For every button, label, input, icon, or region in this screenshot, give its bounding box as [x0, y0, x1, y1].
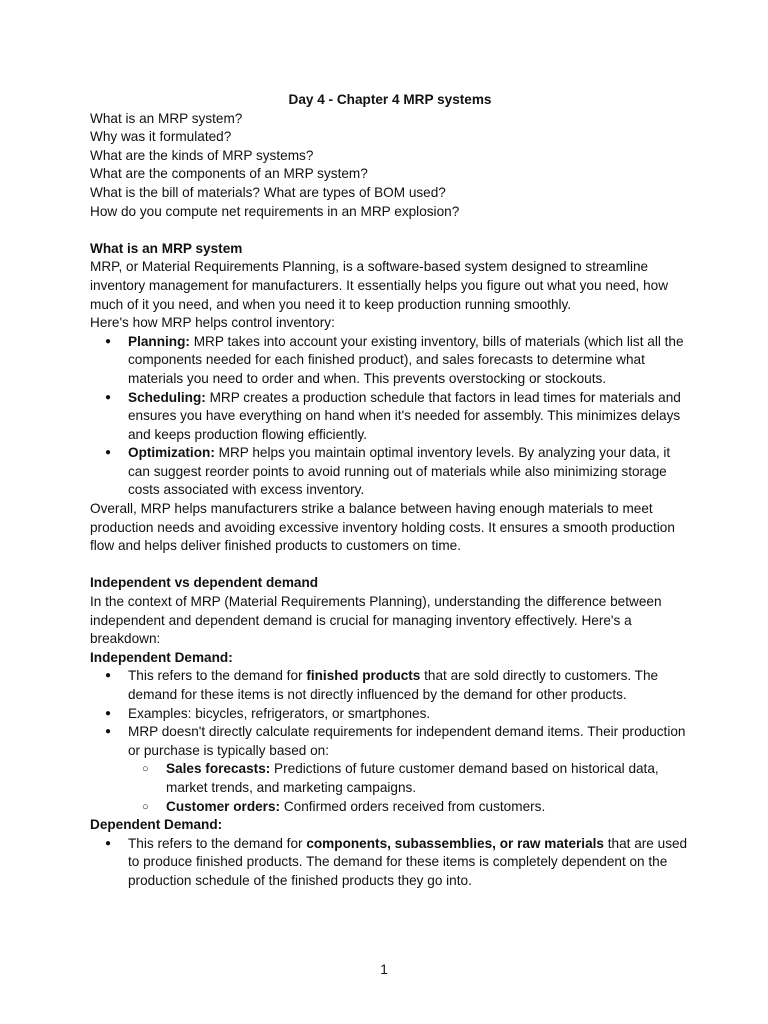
paragraph-mrp-summary: Overall, MRP helps manufacturers strike a balance between having enough materials to meet production needs and avoiding excessive inventory holding costs. It ensures a smooth production flow and helps deliver finished products to customers on time.	[90, 501, 675, 554]
list-item	[90, 835, 690, 891]
bullet-text: MRP takes into account your existing inventory, bills of materials (which list all the components needed for each finished product), and sales forecasts to determine what materials you need to order and when. This prevents overstocking or stockouts.	[128, 333, 684, 386]
document-body	[90, 91, 690, 891]
question: Why was it formulated?	[90, 129, 232, 145]
bullet-bold: components, subassemblies, or raw materials	[306, 835, 604, 851]
bullet-text: Confirmed orders received from customers.	[280, 798, 546, 814]
list-item	[90, 444, 690, 500]
bullet-label: Sales forecasts:	[166, 761, 271, 777]
bullet-text: MRP doesn't directly calculate requirements for independent demand items. Their production or purchase is typically based on:	[128, 724, 686, 758]
spacer	[90, 221, 690, 240]
question: What are the kinds of MRP systems?	[90, 147, 314, 163]
bullet-text: MRP helps you maintain optimal inventory levels. By analyzing your data, it can suggest reorder points to avoid running out of materials while also minimizing storage costs associated with excess inventory.	[128, 445, 671, 498]
paragraph-mrp-lead: Here's how MRP helps control inventory:	[90, 315, 335, 331]
question: What is an MRP system?	[90, 110, 243, 126]
list-item	[90, 389, 690, 445]
list-item	[90, 667, 690, 704]
sub-bullet-list	[90, 760, 690, 816]
bullet-text: that are used to produce finished products. The demand for these items is completely dependent on the production schedule of the finished products they go into.	[128, 835, 688, 888]
bullet-list-independent	[90, 667, 690, 816]
bullet-label: Scheduling:	[128, 389, 206, 405]
paragraph-demand-intro: In the context of MRP (Material Requirements Planning), understanding the difference between independent and dependent demand is crucial for managing inventory effectively. Here's a breakdown:	[90, 594, 662, 647]
bullet-list-dependent	[90, 835, 690, 891]
list-item	[90, 723, 690, 816]
section-heading-mrp: What is an MRP system	[90, 240, 243, 256]
bullet-text: Predictions of future customer demand based on historical data, market trends, and marketing campaigns.	[166, 761, 659, 795]
question: What is the bill of materials? What are types of BOM used?	[90, 184, 446, 200]
sub-list-item	[90, 798, 690, 817]
bullet-text: This refers to the demand for	[128, 668, 307, 684]
bullet-bold: finished products	[306, 668, 421, 684]
bullet-label: Planning:	[128, 333, 190, 349]
subheading-independent-demand: Independent Demand:	[90, 649, 233, 665]
page-number: 1	[380, 962, 388, 977]
paragraph-mrp-intro: MRP, or Material Requirements Planning, is a software-based system designed to streamline inventory management for manufacturers. It essentially helps you figure out what you need, how much of it you need, and when you need it to keep production running smoothly.	[90, 259, 669, 312]
bullet-text: This refers to the demand for	[128, 835, 307, 851]
question: How do you compute net requirements in an MRP explosion?	[90, 203, 460, 219]
list-item	[90, 333, 690, 389]
bullet-text: that are sold directly to customers. The demand for these items is not directly influenced by the demand for other products.	[128, 668, 659, 702]
question-list	[90, 110, 690, 222]
bullet-text: MRP creates a production schedule that factors in lead times for materials and ensures you have everything on hand when it's needed for assembly. This minimizes delays and keeps production flowing efficiently.	[128, 389, 681, 442]
spacer	[90, 556, 690, 575]
document-title: Day 4 - Chapter 4 MRP systems	[288, 92, 492, 107]
bullet-label: Customer orders:	[166, 798, 281, 814]
bullet-list-mrp	[90, 333, 690, 500]
list-item: ● Examples: bicycles, refrigerators, or smartphones.	[90, 705, 690, 724]
section-heading-demand: Independent vs dependent demand	[90, 575, 319, 591]
sub-list-item	[90, 760, 690, 797]
question: What are the components of an MRP system?	[90, 166, 368, 182]
bullet-label: Optimization:	[128, 445, 215, 461]
subheading-dependent-demand: Dependent Demand:	[90, 817, 223, 833]
